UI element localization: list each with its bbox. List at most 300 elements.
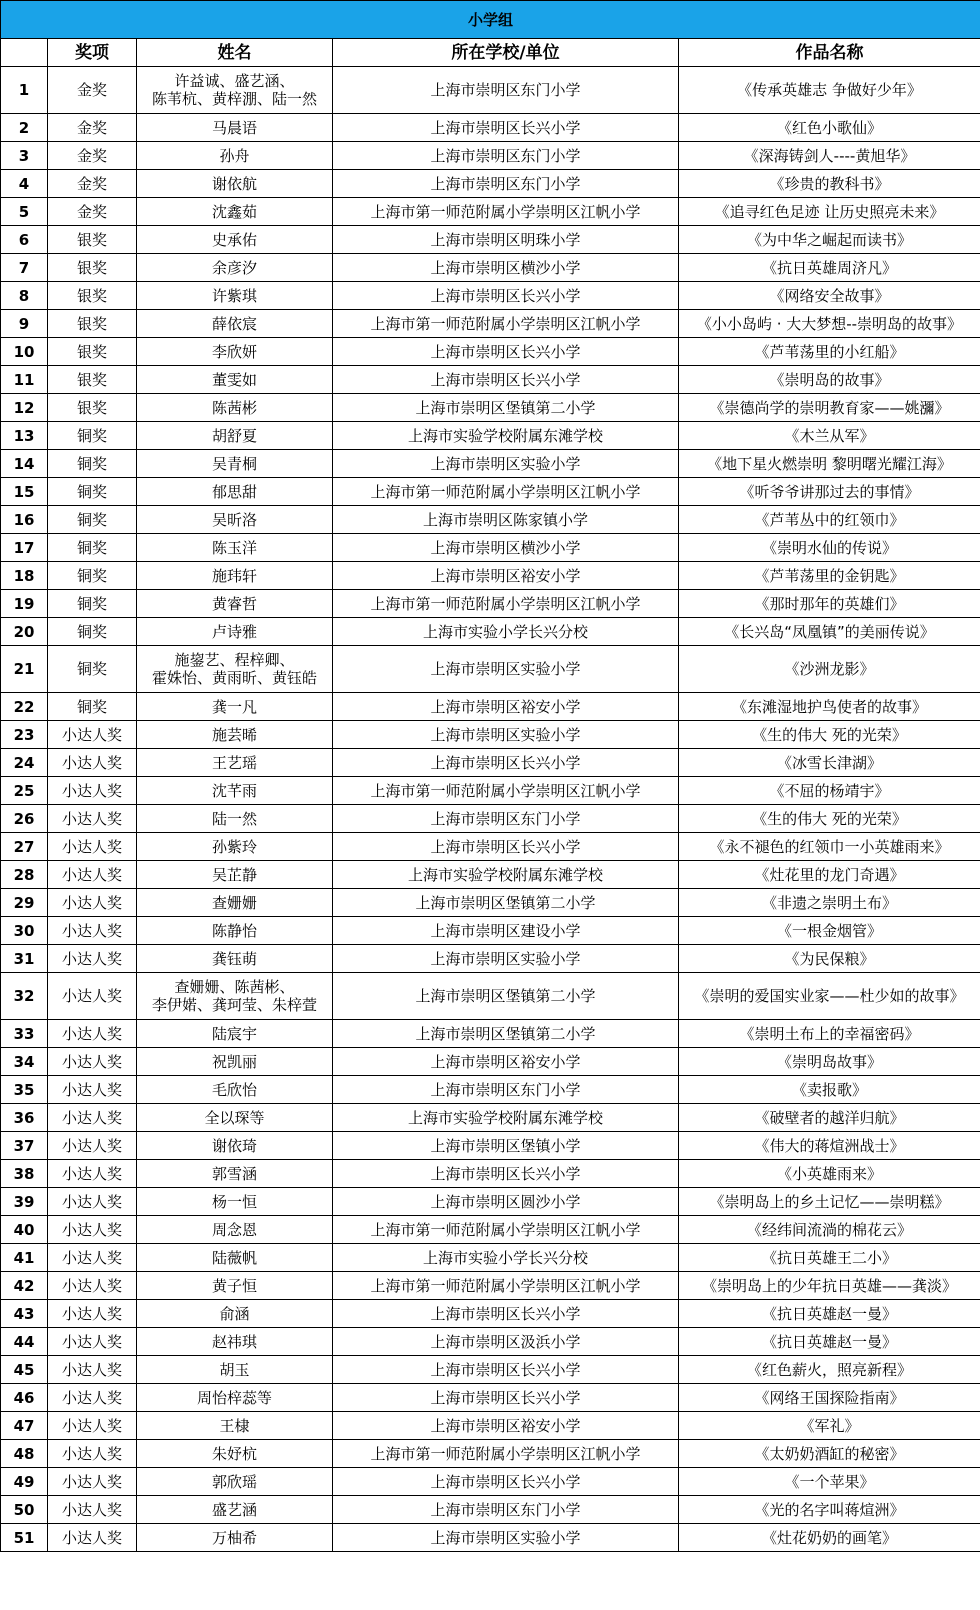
table-row	[1, 170, 980, 198]
header-number	[1, 39, 48, 67]
table-row	[1, 142, 980, 170]
table-row	[1, 338, 980, 366]
cell-name	[137, 338, 333, 366]
cell-name	[137, 1300, 333, 1328]
cell-number: 44	[1, 1328, 48, 1356]
cell-number: 15	[1, 478, 48, 506]
cell-school: 上海市第一师范附属小学崇明区江帆小学	[333, 478, 679, 506]
cell-number: 30	[1, 917, 48, 945]
cell-award: 小达人奖	[48, 945, 137, 973]
cell-award: 小达人奖	[48, 1188, 137, 1216]
table-row	[1, 1020, 980, 1048]
cell-award: 金奖	[48, 114, 137, 142]
cell-school: 上海市第一师范附属小学崇明区江帆小学	[333, 1216, 679, 1244]
cell-school: 上海市崇明区东门小学	[333, 1496, 679, 1524]
cell-number: 46	[1, 1384, 48, 1412]
table-row	[1, 1384, 980, 1412]
cell-name	[137, 1104, 333, 1132]
table-row	[1, 254, 980, 282]
cell-number: 8	[1, 282, 48, 310]
cell-award: 铜奖	[48, 422, 137, 450]
table-row	[1, 506, 980, 534]
cell-school: 上海市实验小学长兴分校	[333, 1244, 679, 1272]
cell-school: 上海市第一师范附属小学崇明区江帆小学	[333, 198, 679, 226]
cell-name	[137, 1468, 333, 1496]
cell-school: 上海市崇明区裕安小学	[333, 693, 679, 721]
cell-award: 铜奖	[48, 693, 137, 721]
header-school: 所在学校/单位	[333, 39, 679, 67]
cell-school: 上海市崇明区建设小学	[333, 917, 679, 945]
name-line: 俞涵	[219, 1304, 250, 1323]
cell-award: 小达人奖	[48, 749, 137, 777]
cell-number: 1	[1, 67, 48, 114]
cell-award: 小达人奖	[48, 917, 137, 945]
name-line: 许益诚、盛艺涵、	[174, 72, 295, 90]
cell-award: 银奖	[48, 394, 137, 422]
cell-award: 小达人奖	[48, 861, 137, 889]
title-row	[1, 1, 980, 39]
cell-name	[137, 366, 333, 394]
name-line: 孙舟	[219, 146, 250, 165]
cell-name	[137, 1048, 333, 1076]
cell-number: 24	[1, 749, 48, 777]
cell-work: 《抗日英雄周济凡》	[679, 254, 980, 282]
cell-number: 31	[1, 945, 48, 973]
name-line: 毛欣怡	[211, 1080, 257, 1099]
cell-work: 《崇德尚学的崇明教育家——姚瀰》	[679, 394, 980, 422]
cell-award: 金奖	[48, 142, 137, 170]
name-line: 余彦汐	[211, 258, 257, 277]
name-line: 谢依琦	[211, 1136, 257, 1155]
cell-number: 4	[1, 170, 48, 198]
cell-name	[137, 1496, 333, 1524]
cell-number: 43	[1, 1300, 48, 1328]
table-row	[1, 646, 980, 693]
table-row	[1, 590, 980, 618]
cell-school: 上海市崇明区长兴小学	[333, 366, 679, 394]
cell-school: 上海市崇明区长兴小学	[333, 1468, 679, 1496]
cell-number: 9	[1, 310, 48, 338]
cell-name	[137, 114, 333, 142]
cell-name	[137, 198, 333, 226]
name-line: 陈玉洋	[211, 538, 257, 557]
cell-number: 14	[1, 450, 48, 478]
cell-school: 上海市崇明区东门小学	[333, 67, 679, 114]
name-line: 万柚希	[211, 1528, 257, 1547]
cell-school: 上海市第一师范附属小学崇明区江帆小学	[333, 1272, 679, 1300]
cell-name	[137, 67, 333, 114]
cell-name	[137, 945, 333, 973]
name-line: 霍姝怡、黄雨昕、黄钰皓	[151, 669, 317, 687]
cell-name	[137, 1132, 333, 1160]
table-row	[1, 721, 980, 749]
cell-work: 《冰雪长津湖》	[679, 749, 980, 777]
name-line: 陈静怡	[211, 921, 257, 940]
cell-work: 《沙洲龙影》	[679, 646, 980, 693]
name-line: 卢诗雅	[211, 622, 257, 641]
cell-work: 《崇明岛上的乡土记忆——崇明糕》	[679, 1188, 980, 1216]
cell-school: 上海市崇明区实验小学	[333, 945, 679, 973]
cell-award: 银奖	[48, 366, 137, 394]
cell-award: 小达人奖	[48, 1356, 137, 1384]
cell-school: 上海市崇明区裕安小学	[333, 1412, 679, 1440]
table-row	[1, 917, 980, 945]
cell-work: 《一个苹果》	[679, 1468, 980, 1496]
cell-number: 6	[1, 226, 48, 254]
cell-name	[137, 1272, 333, 1300]
cell-name	[137, 1216, 333, 1244]
cell-work: 《那时那年的英雄们》	[679, 590, 980, 618]
cell-award: 银奖	[48, 338, 137, 366]
cell-name	[137, 1440, 333, 1468]
table-row	[1, 1468, 980, 1496]
cell-award: 金奖	[48, 198, 137, 226]
cell-number: 38	[1, 1160, 48, 1188]
cell-work: 《小小岛屿 · 大大梦想--崇明岛的故事》	[679, 310, 980, 338]
cell-award: 小达人奖	[48, 805, 137, 833]
cell-name	[137, 861, 333, 889]
cell-number: 2	[1, 114, 48, 142]
table-row	[1, 1132, 980, 1160]
table-row	[1, 1328, 980, 1356]
cell-number: 37	[1, 1132, 48, 1160]
table-row	[1, 282, 980, 310]
table-title: 小学组	[1, 1, 980, 39]
cell-name	[137, 562, 333, 590]
cell-school: 上海市第一师范附属小学崇明区江帆小学	[333, 590, 679, 618]
cell-work: 《红色小歌仙》	[679, 114, 980, 142]
cell-number: 3	[1, 142, 48, 170]
table-row	[1, 833, 980, 861]
cell-number: 41	[1, 1244, 48, 1272]
name-line: 史承佑	[211, 230, 257, 249]
cell-award: 小达人奖	[48, 1104, 137, 1132]
cell-number: 47	[1, 1412, 48, 1440]
table-row	[1, 889, 980, 917]
cell-work: 《崇明水仙的传说》	[679, 534, 980, 562]
cell-work: 《灶花奶奶的画笔》	[679, 1524, 980, 1552]
cell-work: 《听爷爷讲那过去的事情》	[679, 478, 980, 506]
cell-school: 上海市崇明区东门小学	[333, 170, 679, 198]
cell-school: 上海市崇明区东门小学	[333, 1076, 679, 1104]
name-line: 王艺瑶	[211, 753, 257, 772]
cell-school: 上海市崇明区横沙小学	[333, 534, 679, 562]
cell-school: 上海市崇明区明珠小学	[333, 226, 679, 254]
cell-award: 小达人奖	[48, 1328, 137, 1356]
table-row	[1, 562, 980, 590]
table-row	[1, 1216, 980, 1244]
name-line: 全以琛等	[204, 1108, 265, 1127]
cell-number: 28	[1, 861, 48, 889]
cell-award: 小达人奖	[48, 1524, 137, 1552]
cell-award: 小达人奖	[48, 973, 137, 1020]
cell-school: 上海市崇明区堡镇第二小学	[333, 1020, 679, 1048]
cell-work: 《芦苇荡里的小红船》	[679, 338, 980, 366]
table-row	[1, 310, 980, 338]
cell-award: 铜奖	[48, 646, 137, 693]
cell-name	[137, 478, 333, 506]
name-line: 郭雪涵	[211, 1164, 257, 1183]
cell-number: 16	[1, 506, 48, 534]
cell-name	[137, 142, 333, 170]
cell-number: 36	[1, 1104, 48, 1132]
header-row	[1, 39, 980, 67]
cell-name	[137, 1524, 333, 1552]
cell-number: 12	[1, 394, 48, 422]
cell-name	[137, 721, 333, 749]
cell-award: 银奖	[48, 310, 137, 338]
name-line: 龚一凡	[211, 697, 257, 716]
cell-work: 《芦苇丛中的红领巾》	[679, 506, 980, 534]
cell-number: 20	[1, 618, 48, 646]
table-row	[1, 1076, 980, 1104]
cell-number: 39	[1, 1188, 48, 1216]
cell-name	[137, 590, 333, 618]
cell-award: 小达人奖	[48, 1244, 137, 1272]
table-row	[1, 749, 980, 777]
cell-school: 上海市实验学校附属东滩学校	[333, 861, 679, 889]
table-row	[1, 693, 980, 721]
table-row	[1, 67, 980, 114]
cell-work: 《小英雄雨来》	[679, 1160, 980, 1188]
cell-school: 上海市第一师范附属小学崇明区江帆小学	[333, 777, 679, 805]
cell-number: 10	[1, 338, 48, 366]
name-line: 陆宸宇	[211, 1024, 257, 1043]
cell-work: 《抗日英雄王二小》	[679, 1244, 980, 1272]
cell-work: 《灶花里的龙门奇遇》	[679, 861, 980, 889]
cell-work: 《崇明的爱国实业家——杜少如的故事》	[679, 973, 980, 1020]
cell-work: 《木兰从军》	[679, 422, 980, 450]
cell-number: 25	[1, 777, 48, 805]
table-row	[1, 478, 980, 506]
cell-school: 上海市崇明区长兴小学	[333, 1160, 679, 1188]
table-row	[1, 1300, 980, 1328]
cell-name	[137, 534, 333, 562]
header-name: 姓名	[137, 39, 333, 67]
cell-work: 《东滩湿地护鸟使者的故事》	[679, 693, 980, 721]
cell-school: 上海市崇明区长兴小学	[333, 1384, 679, 1412]
cell-number: 33	[1, 1020, 48, 1048]
cell-school: 上海市崇明区裕安小学	[333, 562, 679, 590]
cell-award: 铜奖	[48, 450, 137, 478]
cell-work: 《卖报歌》	[679, 1076, 980, 1104]
table-row	[1, 534, 980, 562]
table-row	[1, 1188, 980, 1216]
cell-award: 小达人奖	[48, 1272, 137, 1300]
cell-work: 《太奶奶酒缸的秘密》	[679, 1440, 980, 1468]
cell-school: 上海市崇明区长兴小学	[333, 1356, 679, 1384]
cell-name	[137, 1020, 333, 1048]
cell-school: 上海市实验学校附属东滩学校	[333, 1104, 679, 1132]
cell-work: 《崇明岛故事》	[679, 1048, 980, 1076]
name-line: 陆薇帆	[211, 1248, 257, 1267]
cell-work: 《网络安全故事》	[679, 282, 980, 310]
cell-number: 32	[1, 973, 48, 1020]
cell-number: 40	[1, 1216, 48, 1244]
cell-number: 51	[1, 1524, 48, 1552]
cell-name	[137, 254, 333, 282]
table-row	[1, 1244, 980, 1272]
cell-school: 上海市崇明区实验小学	[333, 1524, 679, 1552]
cell-award: 小达人奖	[48, 1048, 137, 1076]
name-line: 谢依航	[211, 174, 257, 193]
cell-number: 13	[1, 422, 48, 450]
cell-number: 42	[1, 1272, 48, 1300]
cell-number: 50	[1, 1496, 48, 1524]
cell-school: 上海市崇明区陈家镇小学	[333, 506, 679, 534]
cell-name	[137, 1188, 333, 1216]
name-line: 龚钰萌	[211, 949, 257, 968]
cell-name	[137, 693, 333, 721]
cell-award: 小达人奖	[48, 1412, 137, 1440]
cell-name	[137, 646, 333, 693]
cell-award: 小达人奖	[48, 833, 137, 861]
cell-award: 铜奖	[48, 506, 137, 534]
cell-name	[137, 226, 333, 254]
cell-award: 金奖	[48, 67, 137, 114]
cell-number: 34	[1, 1048, 48, 1076]
table-row	[1, 198, 980, 226]
table-row	[1, 973, 980, 1020]
name-line: 马晨语	[211, 118, 257, 137]
cell-work: 《芦苇荡里的金钥匙》	[679, 562, 980, 590]
cell-work: 《崇明岛上的少年抗日英雄——龚淡》	[679, 1272, 980, 1300]
cell-school: 上海市实验学校附属东滩学校	[333, 422, 679, 450]
cell-award: 小达人奖	[48, 1020, 137, 1048]
table-row	[1, 1048, 980, 1076]
cell-award: 银奖	[48, 226, 137, 254]
cell-work: 《为中华之崛起而读书》	[679, 226, 980, 254]
cell-school: 上海市第一师范附属小学崇明区江帆小学	[333, 1440, 679, 1468]
name-line: 许紫琪	[211, 286, 257, 305]
cell-award: 小达人奖	[48, 1496, 137, 1524]
cell-name	[137, 1076, 333, 1104]
cell-number: 19	[1, 590, 48, 618]
cell-school: 上海市第一师范附属小学崇明区江帆小学	[333, 310, 679, 338]
cell-award: 银奖	[48, 254, 137, 282]
cell-award: 小达人奖	[48, 1300, 137, 1328]
table-row	[1, 1160, 980, 1188]
cell-school: 上海市崇明区长兴小学	[333, 282, 679, 310]
name-line: 薛依宸	[211, 314, 257, 333]
cell-work: 《不屈的杨靖宇》	[679, 777, 980, 805]
cell-number: 22	[1, 693, 48, 721]
name-line: 查姗姗	[211, 893, 257, 912]
name-line: 郁思甜	[211, 482, 257, 501]
name-line: 陆一然	[211, 809, 257, 828]
table-row	[1, 1496, 980, 1524]
table-row	[1, 1272, 980, 1300]
cell-school: 上海市崇明区长兴小学	[333, 114, 679, 142]
cell-award: 铜奖	[48, 478, 137, 506]
cell-name	[137, 170, 333, 198]
table-row	[1, 114, 980, 142]
cell-number: 35	[1, 1076, 48, 1104]
name-line: 沈鑫茹	[211, 202, 257, 221]
name-line: 李伊婼、龚珂莹、朱梓萱	[151, 996, 317, 1014]
cell-work: 《深海铸剑人----黄旭华》	[679, 142, 980, 170]
header-award: 奖项	[48, 39, 137, 67]
table-row	[1, 226, 980, 254]
cell-name	[137, 1328, 333, 1356]
cell-work: 《红色薪火，照亮新程》	[679, 1356, 980, 1384]
cell-name	[137, 394, 333, 422]
cell-number: 23	[1, 721, 48, 749]
cell-award: 铜奖	[48, 618, 137, 646]
table-row	[1, 394, 980, 422]
cell-name	[137, 618, 333, 646]
name-line: 李欣妍	[211, 342, 257, 361]
table-row	[1, 1524, 980, 1552]
cell-number: 27	[1, 833, 48, 861]
name-line: 朱妤杭	[211, 1444, 257, 1463]
cell-school: 上海市崇明区实验小学	[333, 721, 679, 749]
name-line: 赵祎琪	[211, 1332, 257, 1351]
name-line: 吴青桐	[211, 454, 257, 473]
name-line: 孙紫玲	[211, 837, 257, 856]
table-row	[1, 450, 980, 478]
name-line: 查姗姗、陈茜彬、	[174, 978, 295, 996]
cell-award: 小达人奖	[48, 889, 137, 917]
cell-award: 金奖	[48, 170, 137, 198]
cell-work: 《经纬间流淌的棉花云》	[679, 1216, 980, 1244]
cell-school: 上海市崇明区实验小学	[333, 450, 679, 478]
cell-name	[137, 310, 333, 338]
cell-number: 18	[1, 562, 48, 590]
cell-school: 上海市崇明区东门小学	[333, 805, 679, 833]
cell-name	[137, 749, 333, 777]
cell-number: 48	[1, 1440, 48, 1468]
cell-award: 小达人奖	[48, 1468, 137, 1496]
cell-work: 《永不褪色的红领巾一小英雄雨来》	[679, 833, 980, 861]
name-line: 周怡梓蕊等	[196, 1388, 272, 1407]
cell-number: 29	[1, 889, 48, 917]
cell-work: 《一根金烟管》	[679, 917, 980, 945]
cell-name	[137, 1384, 333, 1412]
table-row	[1, 777, 980, 805]
header-work: 作品名称	[679, 39, 980, 67]
cell-name	[137, 282, 333, 310]
cell-work: 《长兴岛“凤凰镇”的美丽传说》	[679, 618, 980, 646]
cell-name	[137, 450, 333, 478]
cell-school: 上海市崇明区横沙小学	[333, 254, 679, 282]
cell-work: 《抗日英雄赵一曼》	[679, 1328, 980, 1356]
cell-number: 21	[1, 646, 48, 693]
cell-work: 《生的伟大 死的光荣》	[679, 805, 980, 833]
cell-school: 上海市崇明区裕安小学	[333, 1048, 679, 1076]
cell-school: 上海市崇明区长兴小学	[333, 338, 679, 366]
name-line: 郭欣瑶	[211, 1472, 257, 1491]
cell-work: 《军礼》	[679, 1412, 980, 1440]
cell-number: 45	[1, 1356, 48, 1384]
cell-work: 《传承英雄志 争做好少年》	[679, 67, 980, 114]
cell-name	[137, 833, 333, 861]
cell-name	[137, 1244, 333, 1272]
cell-work: 《地下星火燃崇明 黎明曙光耀江海》	[679, 450, 980, 478]
cell-school: 上海市崇明区长兴小学	[333, 749, 679, 777]
cell-school: 上海市崇明区长兴小学	[333, 833, 679, 861]
cell-name	[137, 506, 333, 534]
cell-name	[137, 777, 333, 805]
cell-award: 小达人奖	[48, 1216, 137, 1244]
cell-name	[137, 917, 333, 945]
cell-school: 上海市崇明区堡镇第二小学	[333, 889, 679, 917]
cell-name	[137, 889, 333, 917]
table-row	[1, 422, 980, 450]
cell-award: 小达人奖	[48, 1160, 137, 1188]
name-line: 周念恩	[211, 1220, 257, 1239]
cell-award: 铜奖	[48, 534, 137, 562]
